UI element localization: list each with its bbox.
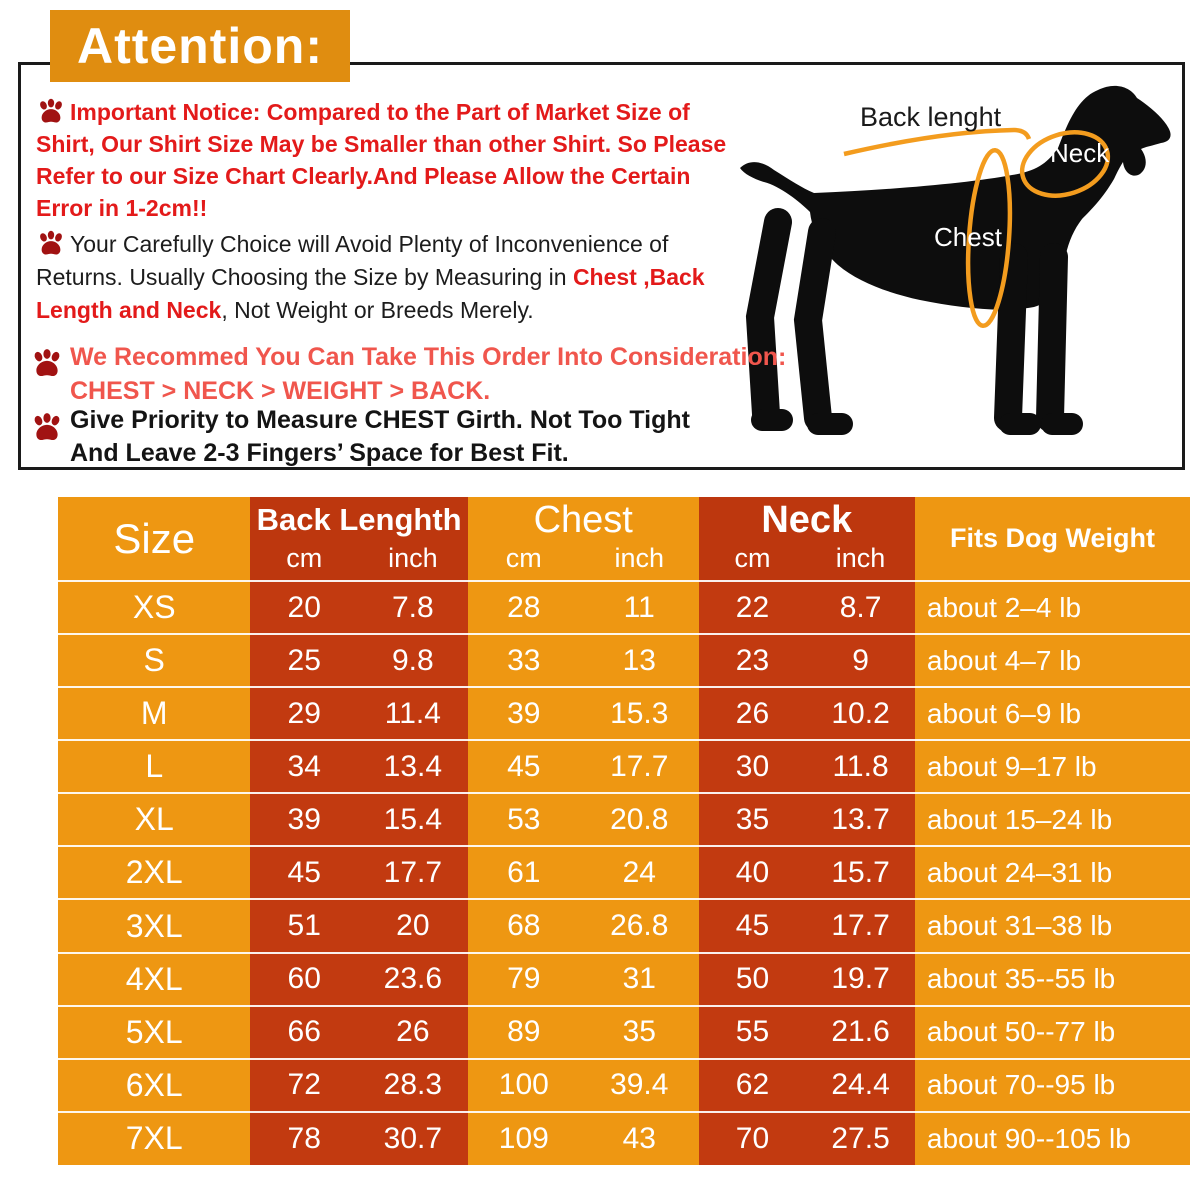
weight-cell: about 70--95 lb: [915, 1059, 1190, 1112]
chest-inch-cell: 17.7: [580, 740, 699, 793]
neck-cm-cell: 55: [699, 1006, 807, 1059]
neck-inch-cell: 24.4: [806, 1059, 915, 1112]
neck-cm-cell: 23: [699, 634, 807, 687]
chest-cm-cell: 109: [468, 1112, 580, 1165]
weight-cell: about 2–4 lb: [915, 581, 1190, 634]
table-body: [58, 581, 1190, 1165]
chest-cm-cell: 28: [468, 581, 580, 634]
chest-cm-cell: 39: [468, 687, 580, 740]
back-cm-cell: 45: [250, 846, 358, 899]
neck-inch-cell: 8.7: [806, 581, 915, 634]
paw-icon: [30, 410, 64, 444]
back-inch-cell: 28.3: [358, 1059, 468, 1112]
back-cm-cell: 20: [250, 581, 358, 634]
chest-inch-cell: 26.8: [580, 899, 699, 952]
notice-choice-highlight: Chest ,Back Length and Neck: [36, 264, 705, 323]
weight-cell: about 90--105 lb: [915, 1112, 1190, 1165]
table-header: [58, 497, 1190, 581]
header-back-cm: cm: [250, 543, 358, 581]
neck-inch-cell: 9: [806, 634, 915, 687]
neck-inch-cell: 21.6: [806, 1006, 915, 1059]
neck-cm-cell: 35: [699, 793, 807, 846]
notice-priority-line1: Give Priority to Measure CHEST Girth. Not Too Tight: [70, 406, 690, 434]
notice-choice-pre: Your Carefully Choice will Avoid Plenty of Inconvenience of Returns. Usually Choosing the Size by Measuring in: [36, 231, 669, 290]
notice-priority: [30, 404, 690, 470]
back-cm-cell: 60: [250, 953, 358, 1006]
back-cm-cell: 25: [250, 634, 358, 687]
size-cell: M: [58, 687, 250, 740]
chest-cm-cell: 33: [468, 634, 580, 687]
size-cell: 4XL: [58, 953, 250, 1006]
weight-cell: about 50--77 lb: [915, 1006, 1190, 1059]
chest-inch-cell: 11: [580, 581, 699, 634]
neck-inch-cell: 27.5: [806, 1112, 915, 1165]
neck-cm-cell: 70: [699, 1112, 807, 1165]
neck-cm-cell: 50: [699, 953, 807, 1006]
neck-label: Neck: [1050, 138, 1110, 168]
attention-title: [50, 10, 350, 82]
back-inch-cell: 9.8: [358, 634, 468, 687]
table-row: [58, 899, 1190, 952]
neck-inch-cell: 10.2: [806, 687, 915, 740]
neck-inch-cell: 17.7: [806, 899, 915, 952]
back-inch-cell: 15.4: [358, 793, 468, 846]
back-inch-cell: 20: [358, 899, 468, 952]
chest-cm-cell: 53: [468, 793, 580, 846]
size-cell: XS: [58, 581, 250, 634]
chest-cm-cell: 45: [468, 740, 580, 793]
table-row: [58, 687, 1190, 740]
size-cell: 3XL: [58, 899, 250, 952]
back-cm-cell: 66: [250, 1006, 358, 1059]
back-inch-cell: 26: [358, 1006, 468, 1059]
chest-inch-cell: 13: [580, 634, 699, 687]
notice-order: [30, 340, 786, 408]
table-row: [58, 1006, 1190, 1059]
weight-cell: about 4–7 lb: [915, 634, 1190, 687]
paw-icon: [30, 346, 64, 380]
weight-cell: about 6–9 lb: [915, 687, 1190, 740]
back-length-line: [844, 130, 1029, 154]
table-row: [58, 846, 1190, 899]
back-cm-cell: 78: [250, 1112, 358, 1165]
chest-cm-cell: 100: [468, 1059, 580, 1112]
chest-cm-cell: 61: [468, 846, 580, 899]
neck-cm-cell: 40: [699, 846, 807, 899]
neck-cm-cell: 30: [699, 740, 807, 793]
paw-icon: [36, 96, 66, 126]
table-row: [58, 740, 1190, 793]
back-length-label: Back lenght: [860, 102, 1002, 132]
size-cell: 7XL: [58, 1112, 250, 1165]
chest-inch-cell: 24: [580, 846, 699, 899]
size-cell: 6XL: [58, 1059, 250, 1112]
neck-cm-cell: 22: [699, 581, 807, 634]
back-cm-cell: 51: [250, 899, 358, 952]
size-cell: L: [58, 740, 250, 793]
chest-inch-cell: 15.3: [580, 687, 699, 740]
back-inch-cell: 23.6: [358, 953, 468, 1006]
header-neck-inch: inch: [806, 543, 915, 581]
neck-inch-cell: 11.8: [806, 740, 915, 793]
chest-cm-cell: 79: [468, 953, 580, 1006]
dog-measurement-diagram: [720, 62, 1198, 468]
notice-important: [36, 96, 742, 224]
table-row: [58, 1059, 1190, 1112]
table-row: [58, 634, 1190, 687]
notice-order-line1: We Recommed You Can Take This Order Into Consideration:: [70, 343, 787, 371]
chest-cm-cell: 68: [468, 899, 580, 952]
neck-inch-cell: 13.7: [806, 793, 915, 846]
weight-cell: about 15–24 lb: [915, 793, 1190, 846]
header-weight: Fits Dog Weight: [915, 497, 1190, 581]
size-cell: 5XL: [58, 1006, 250, 1059]
notice-priority-line2: And Leave 2-3 Fingers’ Space for Best Fit.: [70, 439, 569, 467]
notice-choice: [36, 228, 736, 327]
header-size: Size: [58, 497, 250, 581]
neck-inch-cell: 15.7: [806, 846, 915, 899]
back-inch-cell: 30.7: [358, 1112, 468, 1165]
back-inch-cell: 17.7: [358, 846, 468, 899]
size-cell: S: [58, 634, 250, 687]
chest-cm-cell: 89: [468, 1006, 580, 1059]
weight-cell: about 35--55 lb: [915, 953, 1190, 1006]
table-row: [58, 953, 1190, 1006]
notice-choice-post: , Not Weight or Breeds Merely.: [221, 297, 534, 323]
header-chest-cm: cm: [468, 543, 580, 581]
weight-cell: about 9–17 lb: [915, 740, 1190, 793]
chest-label: Chest: [934, 222, 1002, 252]
table-row: [58, 1112, 1190, 1165]
size-cell: XL: [58, 793, 250, 846]
neck-inch-cell: 19.7: [806, 953, 915, 1006]
header-back-inch: inch: [358, 543, 468, 581]
table-row: [58, 793, 1190, 846]
notice-order-line2: CHEST > NECK > WEIGHT > BACK.: [70, 377, 491, 405]
neck-cm-cell: 62: [699, 1059, 807, 1112]
back-cm-cell: 72: [250, 1059, 358, 1112]
attention-title-text: Attention:: [76, 18, 324, 74]
table-row: [58, 581, 1190, 634]
back-cm-cell: 34: [250, 740, 358, 793]
back-cm-cell: 39: [250, 793, 358, 846]
neck-cm-cell: 26: [699, 687, 807, 740]
header-back-length: Back Lenghth: [250, 497, 467, 543]
weight-cell: about 24–31 lb: [915, 846, 1190, 899]
back-inch-cell: 7.8: [358, 581, 468, 634]
size-chart-table: [58, 497, 1190, 1165]
header-chest: Chest: [468, 497, 699, 543]
chest-inch-cell: 43: [580, 1112, 699, 1165]
paw-icon: [36, 228, 66, 258]
back-inch-cell: 11.4: [358, 687, 468, 740]
neck-cm-cell: 45: [699, 899, 807, 952]
chest-inch-cell: 20.8: [580, 793, 699, 846]
header-neck: Neck: [699, 497, 915, 543]
chest-inch-cell: 31: [580, 953, 699, 1006]
header-chest-inch: inch: [580, 543, 699, 581]
chest-inch-cell: 35: [580, 1006, 699, 1059]
weight-cell: about 31–38 lb: [915, 899, 1190, 952]
back-cm-cell: 29: [250, 687, 358, 740]
back-inch-cell: 13.4: [358, 740, 468, 793]
dog-silhouette: [740, 86, 1171, 424]
header-neck-cm: cm: [699, 543, 807, 581]
notice-important-text: Important Notice: Compared to the Part of Market Size of Shirt, Our Shirt Size May be Smaller than other Shirt. So Please Refer to our Size Chart Clearly.And Please Allow the Certain Error in 1-2cm!!: [36, 99, 727, 221]
chest-inch-cell: 39.4: [580, 1059, 699, 1112]
size-cell: 2XL: [58, 846, 250, 899]
